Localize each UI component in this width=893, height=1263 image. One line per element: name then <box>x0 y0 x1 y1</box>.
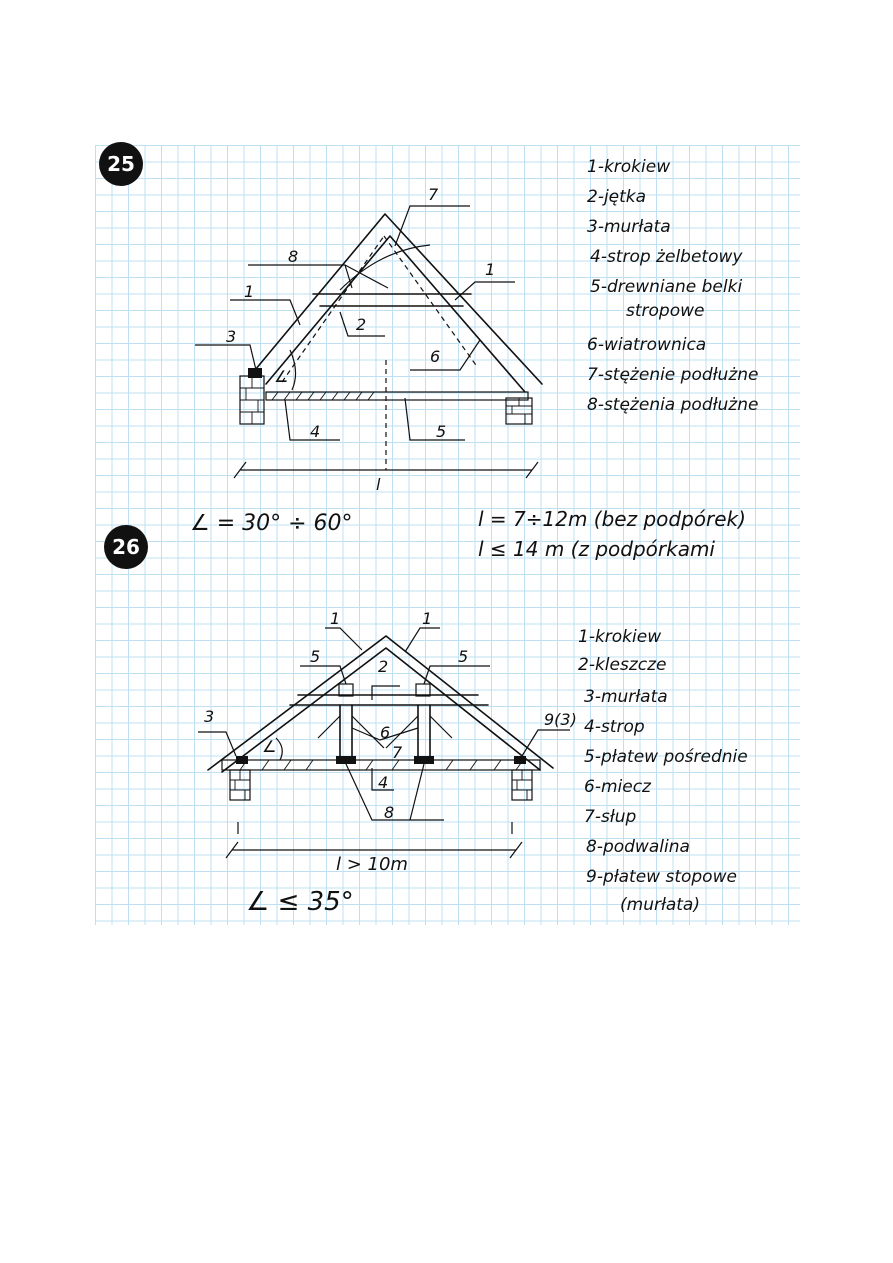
leader-2-26 <box>372 686 400 700</box>
legend25-item-8: 8-stężenia podłużne <box>587 395 759 415</box>
span-label-26: l > 10m <box>336 854 408 875</box>
sole-plate-left <box>336 756 356 764</box>
figure-26-badge-number: 26 <box>112 535 140 559</box>
callout-7: 7 <box>428 185 439 204</box>
leader-7 <box>395 206 470 246</box>
leader-5 <box>405 398 465 440</box>
legend25-item-6: 6-wiatrownica <box>587 335 707 355</box>
right-wall-bricks <box>506 398 532 424</box>
legend26-item-9-cont: (murłata) <box>620 895 700 915</box>
sole-plate-right <box>414 756 434 764</box>
legend25-item-3: 3-murłata <box>587 217 671 237</box>
legend26-item-7: 7-słup <box>584 807 637 827</box>
span-label: l <box>376 475 381 494</box>
span-dimension-26 <box>226 822 522 858</box>
legend25-item-7: 7-stężenie podłużne <box>587 365 759 385</box>
leader-1-right <box>455 282 515 300</box>
legend25-item-4: 4-strop żelbetowy <box>590 247 743 267</box>
legend26-item-6: 6-miecz <box>584 777 651 797</box>
callout-8: 8 <box>288 247 299 266</box>
figure-25-badge-number: 25 <box>107 152 135 176</box>
leader-1-left <box>230 300 300 325</box>
span-note-1: l = 7÷12m (bez podpórek) <box>478 507 746 531</box>
callout26-8: 8 <box>384 803 395 822</box>
angle-limit-note: ∠ ≤ 35° <box>246 887 354 917</box>
callout-2: 2 <box>356 315 367 334</box>
roof-angle-arc-26 <box>276 738 282 760</box>
leader-9-26 <box>522 730 570 756</box>
legend25-item-1: 1-krokiew <box>587 157 671 177</box>
figure-26 <box>104 525 570 858</box>
floor-26-hatch <box>240 760 523 770</box>
figure-26-legend <box>578 627 748 915</box>
leader-8-26 <box>346 764 444 820</box>
callout-5: 5 <box>436 422 447 441</box>
callout26-2: 2 <box>378 657 389 676</box>
leader-3 <box>195 345 256 370</box>
legend25-item-2: 2-jętka <box>587 187 647 207</box>
callout26-6: 6 <box>380 723 391 742</box>
legend26-item-1: 1-krokiew <box>578 627 662 647</box>
legend26-item-3: 3-murłata <box>584 687 668 707</box>
callout26-4: 4 <box>378 773 389 792</box>
callout26-1-left: 1 <box>330 609 341 628</box>
callout-3: 3 <box>226 327 237 346</box>
span-note-2: l ≤ 14 m (z podpórkami <box>478 537 715 561</box>
left-wall-bricks <box>240 376 264 424</box>
callout-6: 6 <box>430 347 441 366</box>
callout26-7: 7 <box>392 743 403 762</box>
callout26-5-right: 5 <box>458 647 469 666</box>
right-wall-26-bricks <box>512 770 532 800</box>
callout26-angle: ∠ <box>262 737 277 756</box>
callout-angle: ∠ <box>274 367 289 386</box>
callout-1-right: 1 <box>485 260 496 279</box>
wind-brace <box>282 236 478 382</box>
angle-range-note: ∠ = 30° ÷ 60° <box>190 511 353 536</box>
legend26-item-8: 8-podwalina <box>586 837 690 857</box>
collar-ties <box>290 695 488 705</box>
floor-slab-hatch <box>272 392 374 400</box>
wall-plate-left-26 <box>236 756 248 764</box>
floor-slab <box>266 392 528 400</box>
legend26-item-4: 4-strop <box>584 717 645 737</box>
legend26-item-2: 2-kleszcze <box>578 655 667 675</box>
callout26-5-left: 5 <box>310 647 321 666</box>
legend25-item-5-cont: stropowe <box>626 301 705 321</box>
legend26-item-9: 9-płatew stopowe <box>586 867 737 887</box>
roof-angle-arc <box>290 350 296 390</box>
leader-1-26 <box>325 628 440 652</box>
figure-25-legend <box>587 157 758 415</box>
callout26-9: 9(3) <box>544 710 577 729</box>
leader-6 <box>410 340 480 370</box>
legend25-item-5: 5-drewniane belki <box>590 277 743 297</box>
callout-4: 4 <box>310 422 321 441</box>
leader-5-26 <box>300 666 490 684</box>
callout-1-left: 1 <box>244 282 255 301</box>
wall-plate-right-26 <box>514 756 526 764</box>
span-dimension <box>234 462 538 478</box>
floor-26 <box>222 760 540 770</box>
left-wall-26-bricks <box>230 770 250 800</box>
callout26-3: 3 <box>204 707 215 726</box>
callout26-1-right: 1 <box>422 609 433 628</box>
legend26-item-5: 5-płatew pośrednie <box>584 747 748 767</box>
wall-plate <box>248 368 262 378</box>
figure-25 <box>99 142 542 478</box>
